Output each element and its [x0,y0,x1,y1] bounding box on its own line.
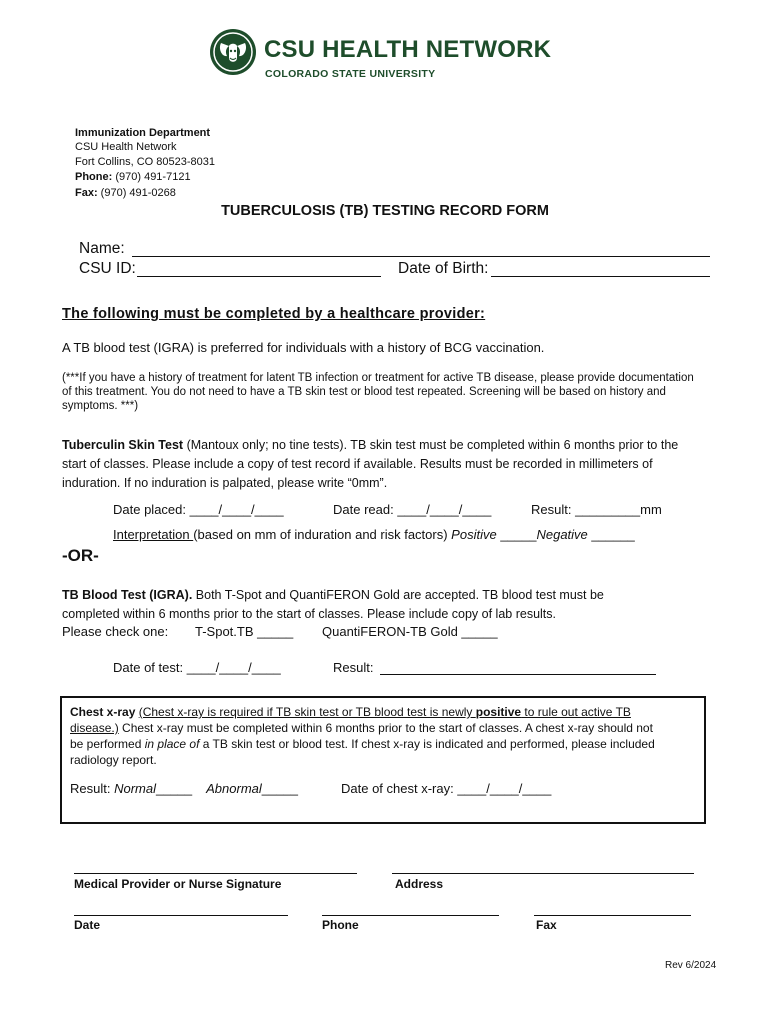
dob-field[interactable] [491,276,710,277]
name-field[interactable] [132,256,710,257]
provider-signature-field[interactable] [74,873,357,874]
requirement-text-a: (Chest x-ray is required if TB skin test or TB blood test is newly [138,705,476,719]
blood-test-heading: TB Blood Test (IGRA). [62,588,193,602]
fax-line [75,186,176,200]
igra-preference: A TB blood test (IGRA) is preferred for individuals with a history of BCG vaccination. [62,340,545,355]
negative-label: Negative [536,527,588,542]
phone-label: Phone: [75,171,113,183]
normal-label: Normal [114,781,156,796]
org-name: CSU HEALTH NETWORK [264,36,552,63]
abnormal-blank[interactable]: _____ [261,781,298,796]
city-line: Fort Collins, CO 80523-8031 [75,156,216,168]
date-read-field[interactable]: Date read: ____/____/____ [333,502,492,517]
skin-test-paragraph [62,436,692,493]
xray-result-line [70,781,298,796]
interpretation-text: (based on mm of induration and risk factors) [193,527,452,542]
quantiferon-option[interactable]: QuantiFERON-TB Gold _____ [322,624,498,639]
csu-id-field[interactable] [137,276,381,277]
revision-label: Rev 6/2024 [665,960,717,971]
phone-signature-label: Phone [322,918,359,932]
fax-signature-label: Fax [536,918,557,932]
interpretation-label: Interpretation [113,527,194,542]
phone-signature-field[interactable] [322,915,499,916]
dob-label: Date of Birth: [398,260,489,277]
chest-xray-heading: Chest x-ray [70,705,136,719]
skin-test-heading: Tuberculin Skin Test [62,438,184,452]
phone-value: (970) 491-7121 [112,171,191,183]
in-place-of: in place of [144,737,200,751]
skin-test-text: (Mantoux only; no tine tests). TB skin test must be completed within 6 months prior to the start of classes. Please include a copy of test record if available. Results must be recorded in millimeters of induration. If no induration is palpated, please write “0mm”. [62,438,679,490]
phone-line [75,170,191,184]
date-of-test-field[interactable]: Date of test: ____/____/____ [113,660,281,675]
provider-heading: The following must be completed by a healthcare provider: [62,306,486,322]
xray-result-label: Result: [70,781,115,796]
org-subtitle: COLORADO STATE UNIVERSITY [265,68,436,80]
fax-signature-field[interactable] [534,915,691,916]
check-one-label: Please check one: [62,624,169,639]
blood-test-text: Both T-Spot and QuantiFERON Gold are accepted. TB blood test must be completed within 6 months prior to the start of classes. Please include copy of lab results. [62,588,604,621]
date-signature-field[interactable] [74,915,288,916]
tspot-option[interactable]: T-Spot.TB _____ [195,624,294,639]
provider-signature-label: Medical Provider or Nurse Signature [74,877,282,891]
address-label: Address [395,877,444,891]
blood-result-label: Result: [333,660,374,675]
normal-blank[interactable]: _____ [155,781,193,796]
or-divider: -OR- [62,546,99,565]
skin-result-field[interactable]: Result: _________mm [531,502,662,517]
address-field[interactable] [392,873,694,874]
name-label: Name: [79,240,125,257]
requirement-positive: positive [475,705,522,719]
chest-xray-text-a: Chest x-ray must be completed within 6 months prior to the start of classes. A chest x-ray should not be performed [70,721,653,751]
abnormal-label: Abnormal [206,781,262,796]
department: Immunization Department [75,127,211,139]
form-title: TUBERCULOSIS (TB) TESTING RECORD FORM [221,203,549,219]
history-note: (***If you have a history of treatment for latent TB infection or treatment for active TB disease, please provide documentation of this treatment. You do not need to have a TB skin test or blood test repeated. Screening will be based on history and symptoms. ***) [62,372,694,412]
blood-result-field[interactable] [380,674,656,675]
csu-id-label: CSU ID: [79,260,136,277]
chest-xray-paragraph [70,704,660,768]
positive-blank[interactable]: _____ [496,527,537,542]
ram-head-icon [208,27,258,77]
date-signature-label: Date [74,918,101,932]
fax-label: Fax: [75,187,98,199]
date-placed-field[interactable]: Date placed: ____/____/____ [113,502,284,517]
fax-value: (970) 491-0268 [97,187,176,199]
positive-label: Positive [451,527,497,542]
chest-xray-text-b: a TB skin test or blood test. If chest x-ray is indicated and performed, please included radiology report. [70,737,655,767]
interpretation-line [113,527,635,542]
negative-blank[interactable]: ______ [587,527,635,542]
network-name: CSU Health Network [75,141,177,153]
requirement-text-b: to rule out active TB disease.) [70,705,631,735]
blood-test-paragraph [62,586,662,624]
xray-date-field[interactable]: Date of chest x-ray: ____/____/____ [341,781,552,796]
